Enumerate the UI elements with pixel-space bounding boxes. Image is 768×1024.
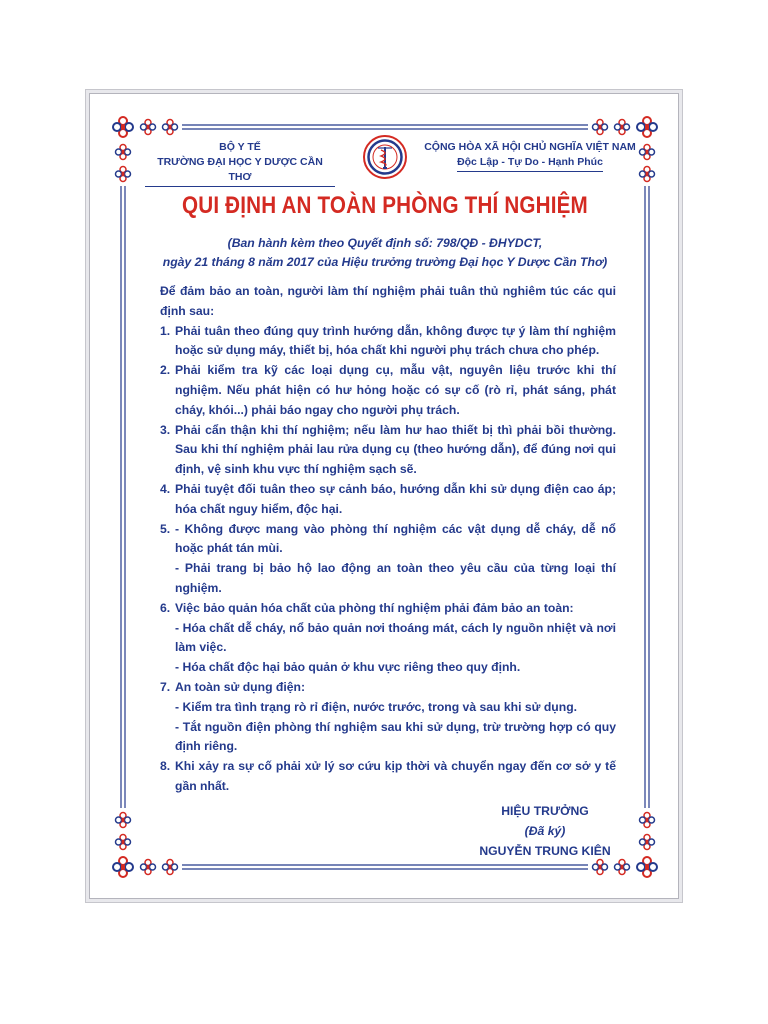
rule-number: 1. [160,323,171,338]
rule-6 [160,599,616,619]
regulation-poster [89,93,679,899]
rule-text: Phải kiểm tra kỹ các loại dụng cụ, mẫu vật, nguyên liệu trước khi thí nghiệm. Nếu phát hiện có hư hỏng hoặc có sự cố (rò rỉ, phát sáng, phát cháy, khói...) phải báo ngay cho người phụ trách. [175,363,616,417]
issuance-line-1: (Ban hành kèm theo Quyết định số: 798/QĐ - ĐHYDCT, [227,236,543,250]
national-motto: Độc Lập - Tự Do - Hạnh Phúc [457,155,603,172]
country-name: CỘNG HÒA XÃ HỘI CHỦ NGHĨA VIỆT NAM [424,141,636,153]
rule-number: 8. [160,759,171,774]
signer-role: HIỆU TRƯỞNG [501,804,589,818]
ornament-knot [116,145,131,160]
rule-number: 2. [160,363,171,378]
ministry-header [145,140,335,187]
national-header [415,140,645,172]
rule-4 [160,480,616,520]
ministry-name: BỘ Y TẾ [219,141,261,153]
ornament-knot [593,120,608,135]
issuance-note [100,234,670,272]
rule-number: 5. [160,521,171,536]
signer-name: NGUYỄN TRUNG KIÊN [479,843,611,858]
rule-text: - Không được mang vào phòng thí nghiệm các vật dụng dễ cháy, dễ nổ hoặc phát tán mùi. [175,521,616,556]
signature-status: (Đã ký) [524,823,566,838]
university-name: TRƯỜNG ĐẠI HỌC Y DƯỢC CẦN THƠ [145,155,335,187]
university-seal-icon [362,134,408,180]
rule-7-sub-2: - Tắt nguồn điện phòng thí nghiệm sau khi sử dụng, trừ trường hợp có quy định riêng. [175,719,616,754]
regulation-body [160,282,616,797]
rule-5 [160,520,616,560]
rule-6-sub-1: - Hóa chất dễ cháy, nổ bảo quản nơi thoáng mát, cách ly nguồn nhiệt và nơi làm việc. [175,620,616,655]
ornament-knot [163,120,178,135]
rule-text: Khi xảy ra sự cố phải xử lý sơ cứu kịp thời và chuyển ngay đến cơ sở y tế gần nhất. [175,759,616,793]
rule-number: 7. [160,679,171,694]
rule-number: 3. [160,422,171,437]
ornament-knot [116,835,131,850]
ornament-knot [141,120,156,135]
signature-block [475,802,615,861]
ornament-knot [116,813,131,828]
ornament-knot [640,813,655,828]
issuance-line-2: ngày 21 tháng 8 năm 2017 của Hiệu trưởng trường Đại học Y Dược Cần Thơ) [162,255,608,269]
intro-text: Để đảm bảo an toàn, người làm thí nghiệm phải tuân thủ nghiêm túc các qui định sau: [160,284,616,318]
rule-text: Phải tuyệt đối tuân theo sự cảnh báo, hướng dẫn khi sử dụng điện cao áp; hóa chất nguy hiểm, độc hại. [175,481,616,516]
rule-3 [160,421,616,480]
rule-text: An toàn sử dụng điện: [175,679,306,694]
rule-1 [160,322,616,362]
ornament-knot [113,117,133,137]
ornament-knot [163,860,178,875]
ornament-knot [615,120,630,135]
ornament-knot [615,860,630,875]
rule-number: 4. [160,481,171,496]
rule-7-sub-1: - Kiểm tra tình trạng rò rỉ điện, nước trước, trong và sau khi sử dụng. [175,699,578,714]
ornament-knot [116,167,131,182]
ornament-knot [637,117,657,137]
rule-number: 6. [160,600,171,615]
rule-8 [160,757,616,797]
rule-text: Phải tuân theo đúng quy trình hướng dẫn, không được tự ý làm thí nghiệm hoặc sử dụng máy, thiết bị, hóa chất khi người phụ trách chưa cho phép. [175,323,616,358]
ornament-knot [113,857,133,877]
rule-text: Việc bảo quản hóa chất của phòng thí nghiệm phải đảm bảo an toàn: [175,600,574,615]
ornament-knot [640,835,655,850]
ornament-knot [593,860,608,875]
rule-6-sub-2: - Hóa chất độc hại bảo quản ở khu vực riêng theo quy định. [175,660,521,675]
rule-2 [160,361,616,420]
ornament-knot [141,860,156,875]
ornament-knot [637,857,657,877]
rule-5-sub-1: - Phải trang bị bảo hộ lao động an toàn theo yêu cầu của từng loại thí nghiệm. [175,561,616,595]
rule-7 [160,678,616,698]
rule-text: Phải cẩn thận khi thí nghiệm; nếu làm hư hao thiết bị thì phải bồi thường. Sau khi thí nghiệm phải lau rửa dụng cụ (theo hướng dẫn), để đúng nơi qui định, vệ sinh khu vực thí nghiệm sạch sẽ. [175,422,616,477]
page-title: QUI ĐỊNH AN TOÀN PHÒNG THÍ NGHIỆM [182,192,588,219]
